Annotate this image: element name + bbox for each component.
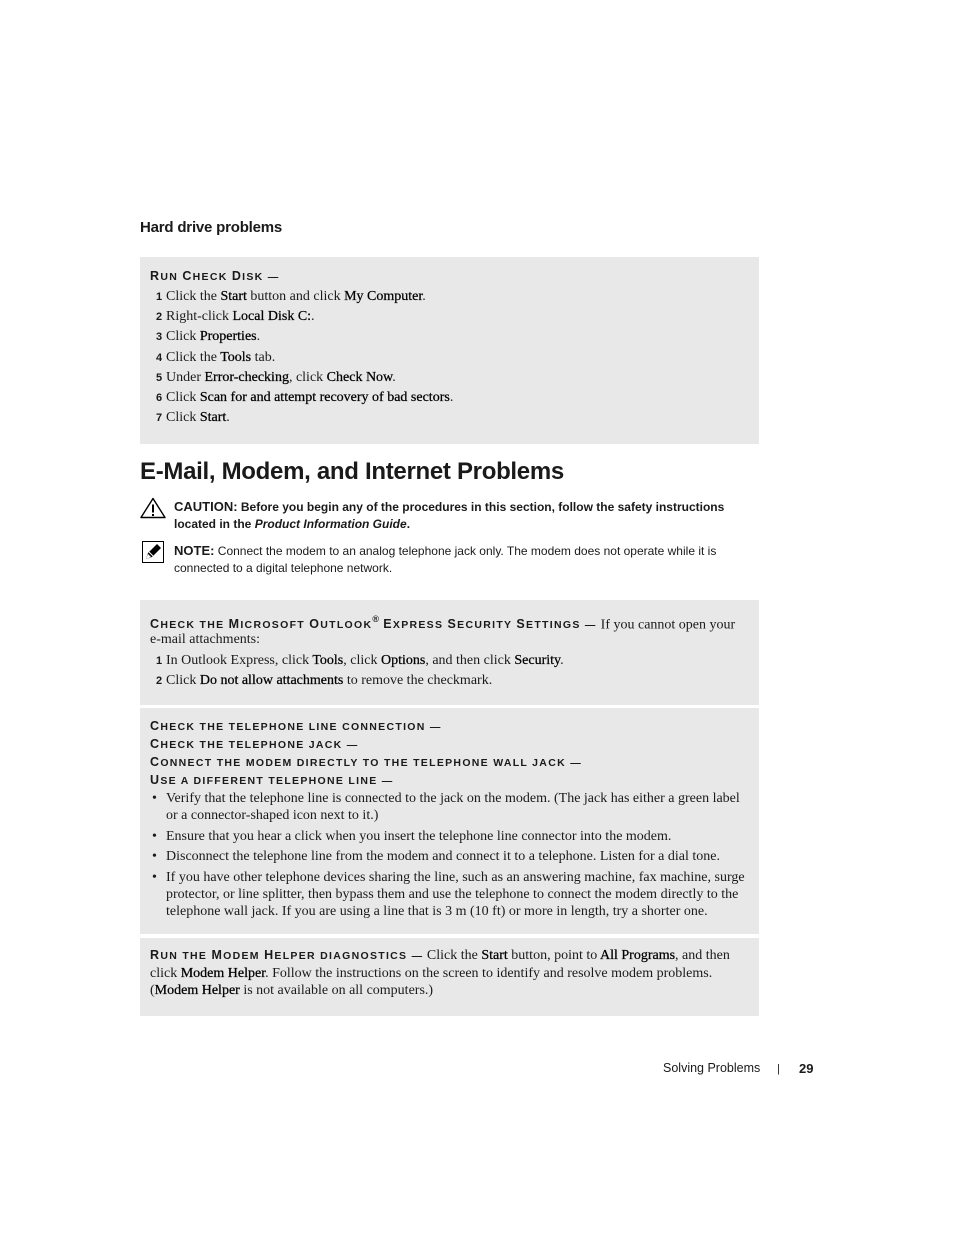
step-text: to remove the checkmark. [343,673,493,689]
step-text: Click the [166,349,221,365]
list-item [156,307,453,327]
telephone-bullets [140,790,759,923]
caution-label: CAUTION: [174,499,238,514]
bullet-text: protector, or line splitter, then bypass them and use the telephone to connect the modem directly to the [166,886,739,902]
list-item [156,408,453,428]
list-item [140,790,759,824]
step-number: 5 [156,371,163,384]
list-item [156,388,453,408]
bullet-text: • Disconnect the telephone line from the modem and connect it to a telephone. Listen for a dial tone. [166,849,720,864]
telephone-titles [150,718,582,790]
list-item [140,848,759,865]
telephone-checks-box [140,708,759,934]
step-number: 1 [156,655,163,667]
step-text: tab. [251,349,276,365]
ui-term: Tools [220,349,252,365]
ui-term: Do not allow attachments [199,673,344,689]
check-disk-steps [156,287,453,428]
step-text: . [392,369,396,385]
step-text: In Outlook Express, click [166,653,313,668]
step-text: . [422,289,426,304]
caution-block [174,498,724,533]
bullet-text: • Verify that the telephone line is connected to the jack on the modem. (The jack has either a green label [166,791,740,806]
page-title: E-Mail, Modem, and Internet Problems [140,458,564,485]
modem-helper-text: , and then [675,948,730,963]
modem-helper-line-1 [150,947,730,965]
registered-mark: ® [372,614,380,624]
step-text: , click [343,653,381,668]
step-text: Click [166,390,200,406]
bullet-text: telephone wall jack. If you are using a line that is 3 m (10 ft) or more in length, try a shorter one. [166,903,708,919]
ui-term: Start [481,948,508,963]
modem-helper-text: . Follow the instructions on the screen to identify and resolve modem problems. [265,966,713,981]
modem-helper-box [140,938,759,1016]
note-pencil-icon [142,541,164,568]
step-text: Click the [166,289,221,304]
list-item [156,368,453,388]
outlook-steps [156,651,564,691]
step-text: . [256,329,261,345]
step-text: . [449,390,454,406]
list-item [156,287,453,307]
ui-term: Modem Helper [154,983,240,998]
ui-term: Modem Helper [180,966,266,981]
step-number: 3 [156,331,163,344]
outlook-intro: e-mail attachments: [150,632,261,647]
list-item [140,828,759,845]
modem-helper-line-2 [150,965,712,983]
caution-text: . [406,517,411,531]
modem-helper-title: RUN THE MODEM HELPER DIAGNOSTICS — [150,948,424,962]
step-text: , click [288,369,327,385]
ui-term: My Computer [344,289,423,304]
modem-helper-text: click [150,966,181,981]
ui-term: Properties [199,329,257,345]
modem-helper-text: is not available on all computers.) [239,983,434,998]
list-item [140,869,759,920]
ui-term: Tools [312,653,344,668]
modem-helper-text: Click the [426,948,482,963]
outlook-title: CHECK THE MICROSOFT OUTLOOK [150,617,373,632]
step-text: , and then click [425,653,515,668]
step-text: Click [166,673,200,689]
ui-term: Security [514,653,561,668]
ui-term: All Programs [599,948,676,963]
bullet-text: or a connector-shaped icon next to it.) [166,808,379,823]
telephone-title: CHECK THE TELEPHONE LINE CONNECTION — [150,719,442,733]
note-text: Connect the modem to an analog telephone jack only. The modem does not operate while it is [217,544,717,558]
step-text: . [226,410,230,426]
outlook-title: EXPRESS SECURITY SETTINGS — [383,617,597,632]
note-block [174,542,716,577]
note-text: connected to a digital telephone network. [174,561,393,575]
page-number: 29 [799,1061,814,1076]
telephone-title: CONNECT THE MODEM DIRECTLY TO THE TELEPHONE WALL JACK — [150,755,582,769]
modem-helper-text: button, point to [507,948,600,963]
step-text: button and click [246,289,345,304]
list-item [156,651,564,671]
step-number: 2 [156,675,163,688]
footer-section-name: Solving Problems [663,1061,761,1075]
outlook-settings-box [140,600,759,705]
modem-helper-text: ( [150,983,155,998]
footer-divider: | [777,1063,780,1075]
bullet-text: • If you have other telephone devices sharing the line, such as an answering machine, fax machine, surge [166,869,745,885]
step-number: 6 [156,392,163,405]
step-number: 1 [156,291,163,303]
step-text: . [560,653,564,668]
step-number: 7 [156,412,163,425]
step-text: Click [166,329,200,345]
ui-term: Local Disk C: [232,309,312,325]
step-text: . [311,309,315,325]
check-disk-title: RUN CHECK DISK — [150,269,280,283]
check-disk-box [140,257,759,444]
caution-text: Before you begin any of the procedures in this section, follow the safety instructions [240,500,725,514]
step-text: Click [166,410,200,426]
ui-term: Start [199,410,227,426]
caution-icon [140,497,166,524]
ui-term: Check Now [326,369,393,385]
step-text: Right-click [166,309,233,325]
bullet-text: • Ensure that you hear a click when you insert the telephone line connector into the modem. [166,828,672,844]
step-number: 2 [156,311,163,324]
guide-title: Product Information Guide [254,517,407,531]
section-heading-hard-drive: Hard drive problems [140,219,283,236]
ui-term: Options [380,653,426,668]
list-item [156,348,453,368]
telephone-title: USE A DIFFERENT TELEPHONE LINE — [150,773,394,787]
modem-helper-line-3 [150,982,433,1000]
ui-term: Scan for and attempt recovery of bad sectors [199,390,450,406]
step-text: Under [166,369,205,385]
step-number: 4 [156,351,163,364]
list-item [156,671,564,691]
list-item [156,327,453,347]
ui-term: Error-checking [204,369,289,385]
outlook-intro: If you cannot open your [600,617,736,633]
ui-term: Start [220,289,247,304]
telephone-title: CHECK THE TELEPHONE JACK — [150,737,359,751]
caution-text: located in the [174,517,255,531]
note-label: NOTE: [174,543,215,558]
